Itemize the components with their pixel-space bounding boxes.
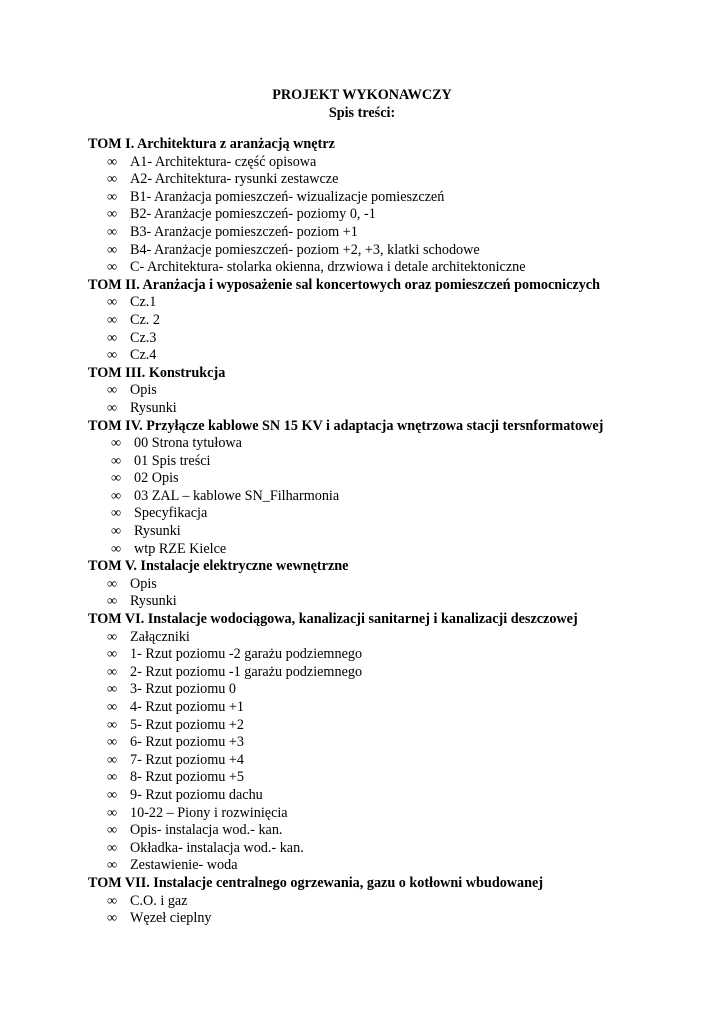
list-item-text: A1- Architektura- część opisowa — [130, 153, 317, 170]
list-item-text: 9- Rzut poziomu dachu — [130, 786, 263, 803]
infinity-bullet-icon: ∞ — [107, 734, 118, 751]
infinity-bullet-icon: ∞ — [107, 593, 118, 610]
infinity-bullet-icon: ∞ — [107, 716, 118, 733]
list-item-text: 03 ZAL – kablowe SN_Filharmonia — [134, 487, 340, 504]
list-item-text: B1- Aranżacja pomieszczeń- wizualizacje pomieszczeń — [130, 188, 445, 205]
infinity-bullet-icon: ∞ — [107, 329, 118, 346]
list-item-text: Okładka- instalacja wod.- kan. — [130, 839, 304, 856]
document-subtitle: Spis treści: — [328, 105, 396, 121]
section-title: TOM V. Instalacje elektryczne wewnętrzne — [88, 558, 349, 575]
section-title: TOM IV. Przyłącze kablowe SN 15 KV i adaptacja wnętrzowa stacji tersnformatowej — [88, 417, 604, 434]
infinity-bullet-icon: ∞ — [107, 646, 118, 663]
list-item — [88, 435, 708, 453]
infinity-bullet-icon: ∞ — [107, 399, 118, 416]
infinity-bullet-icon: ∞ — [107, 892, 118, 909]
list-item — [88, 189, 708, 207]
infinity-bullet-icon: ∞ — [107, 628, 118, 645]
list-item-text: 00 Strona tytułowa — [134, 435, 242, 452]
list-item-text: Opis — [130, 382, 157, 399]
infinity-bullet-icon: ∞ — [107, 804, 118, 821]
section-title: TOM I. Architektura z aranżacją wnętrz — [88, 136, 335, 152]
infinity-bullet-icon: ∞ — [107, 294, 118, 311]
infinity-bullet-icon: ∞ — [107, 241, 118, 258]
infinity-bullet-icon: ∞ — [107, 839, 118, 856]
list-item-text: C.O. i gaz — [130, 892, 188, 909]
list-item-text: Cz.3 — [130, 329, 157, 346]
list-item — [88, 382, 708, 400]
list-item-text: C- Architektura- stolarka okienna, drzwiowa i detale architektoniczne — [130, 259, 526, 276]
list-item — [88, 822, 708, 840]
list-item-text: Cz.4 — [130, 347, 157, 364]
list-item — [88, 453, 708, 471]
infinity-bullet-icon: ∞ — [107, 311, 118, 328]
infinity-bullet-icon: ∞ — [111, 487, 122, 504]
list-item — [88, 629, 708, 647]
infinity-bullet-icon: ∞ — [107, 259, 118, 276]
list-item-text: Specyfikacja — [134, 505, 208, 522]
list-item — [88, 206, 708, 224]
list-item-text: Załączniki — [130, 628, 190, 645]
list-item-text: Rysunki — [130, 593, 177, 610]
list-item — [88, 400, 708, 418]
list-item — [88, 717, 708, 735]
list-item-text: 7- Rzut poziomu +4 — [130, 751, 244, 768]
list-item — [88, 294, 708, 312]
list-item-text: A2- Architektura- rysunki zestawcze — [130, 171, 339, 188]
list-item — [88, 857, 708, 875]
list-item — [88, 242, 708, 260]
section-title: TOM VII. Instalacje centralnego ogrzewania, gazu o kotłowni wbudowanej — [88, 874, 544, 891]
list-item — [88, 734, 708, 752]
infinity-bullet-icon: ∞ — [111, 452, 122, 469]
list-item — [88, 347, 708, 365]
list-item-text: Zestawienie- woda — [130, 857, 238, 874]
infinity-bullet-icon: ∞ — [107, 786, 118, 803]
list-item-text: 5- Rzut poziomu +2 — [130, 716, 244, 733]
list-item-text: Rysunki — [130, 399, 177, 416]
list-item-text: 3- Rzut poziomu 0 — [130, 681, 236, 698]
infinity-bullet-icon: ∞ — [107, 171, 118, 188]
list-item — [88, 330, 708, 348]
list-item — [88, 664, 708, 682]
list-item — [88, 646, 708, 664]
list-item — [88, 699, 708, 717]
infinity-bullet-icon: ∞ — [107, 188, 118, 205]
list-item-text: B3- Aranżacje pomieszczeń- poziom +1 — [130, 223, 358, 240]
list-item-text: Cz. 2 — [130, 311, 160, 328]
infinity-bullet-icon: ∞ — [111, 540, 122, 557]
list-item — [88, 593, 708, 611]
list-item-text: 6- Rzut poziomu +3 — [130, 734, 244, 751]
list-item-text: B4- Aranżacje pomieszczeń- poziom +2, +3, klatki schodowe — [130, 241, 480, 258]
list-item — [88, 541, 708, 559]
list-item — [88, 840, 708, 858]
list-item — [88, 154, 708, 172]
list-item-text: Opis — [130, 575, 157, 592]
list-item-text: 02 Opis — [134, 470, 179, 487]
list-item-text: Węzeł cieplny — [130, 910, 212, 927]
infinity-bullet-icon: ∞ — [107, 699, 118, 715]
section-title: TOM II. Aranżacja i wyposażenie sal koncertowych oraz pomieszczeń pomocniczych — [88, 276, 600, 293]
list-item-text: Cz.1 — [130, 294, 157, 311]
infinity-bullet-icon: ∞ — [107, 751, 118, 768]
document-title: PROJEKT WYKONAWCZY — [272, 87, 452, 103]
list-item — [88, 224, 708, 242]
list-item-text: 01 Spis treści — [134, 452, 211, 469]
infinity-bullet-icon: ∞ — [107, 206, 118, 223]
infinity-bullet-icon: ∞ — [107, 223, 118, 240]
list-item — [88, 893, 708, 911]
infinity-bullet-icon: ∞ — [107, 910, 118, 927]
infinity-bullet-icon: ∞ — [107, 153, 118, 170]
list-item — [88, 805, 708, 823]
list-item — [88, 523, 708, 541]
list-item-text: 10-22 – Piony i rozwinięcia — [130, 804, 288, 821]
infinity-bullet-icon: ∞ — [107, 347, 118, 364]
list-item — [88, 910, 708, 928]
infinity-bullet-icon: ∞ — [107, 822, 118, 839]
list-item — [88, 171, 708, 189]
list-item-text: 2- Rzut poziomu -1 garażu podziemnego — [130, 663, 363, 680]
list-item-text: 4- Rzut poziomu +1 — [130, 699, 244, 715]
list-item — [88, 312, 708, 330]
table-of-contents — [88, 136, 708, 928]
infinity-bullet-icon: ∞ — [107, 857, 118, 874]
section-title: TOM III. Konstrukcja — [88, 364, 226, 381]
list-item — [88, 681, 708, 699]
list-item-text: B2- Aranżacje pomieszczeń- poziomy 0, -1 — [130, 206, 376, 223]
section-title: TOM VI. Instalacje wodociągowa, kanalizacji sanitarnej i kanalizacji deszczowej — [88, 611, 578, 628]
list-item — [88, 488, 708, 506]
infinity-bullet-icon: ∞ — [111, 505, 122, 522]
infinity-bullet-icon: ∞ — [107, 575, 118, 592]
list-item — [88, 787, 708, 805]
list-item-text: 8- Rzut poziomu +5 — [130, 769, 244, 786]
list-item — [88, 769, 708, 787]
infinity-bullet-icon: ∞ — [111, 470, 122, 487]
list-item — [88, 470, 708, 488]
list-item-text: Opis- instalacja wod.- kan. — [130, 822, 283, 839]
list-item — [88, 576, 708, 594]
infinity-bullet-icon: ∞ — [107, 681, 118, 698]
list-item — [88, 259, 708, 277]
infinity-bullet-icon: ∞ — [111, 523, 122, 540]
infinity-bullet-icon: ∞ — [107, 382, 118, 399]
list-item-text: 1- Rzut poziomu -2 garażu podziemnego — [130, 646, 363, 663]
list-item-text: Rysunki — [134, 523, 181, 540]
list-item-text: wtp RZE Kielce — [134, 540, 227, 557]
list-item — [88, 752, 708, 770]
infinity-bullet-icon: ∞ — [107, 663, 118, 680]
infinity-bullet-icon: ∞ — [107, 769, 118, 786]
list-item — [88, 505, 708, 523]
infinity-bullet-icon: ∞ — [111, 435, 122, 452]
